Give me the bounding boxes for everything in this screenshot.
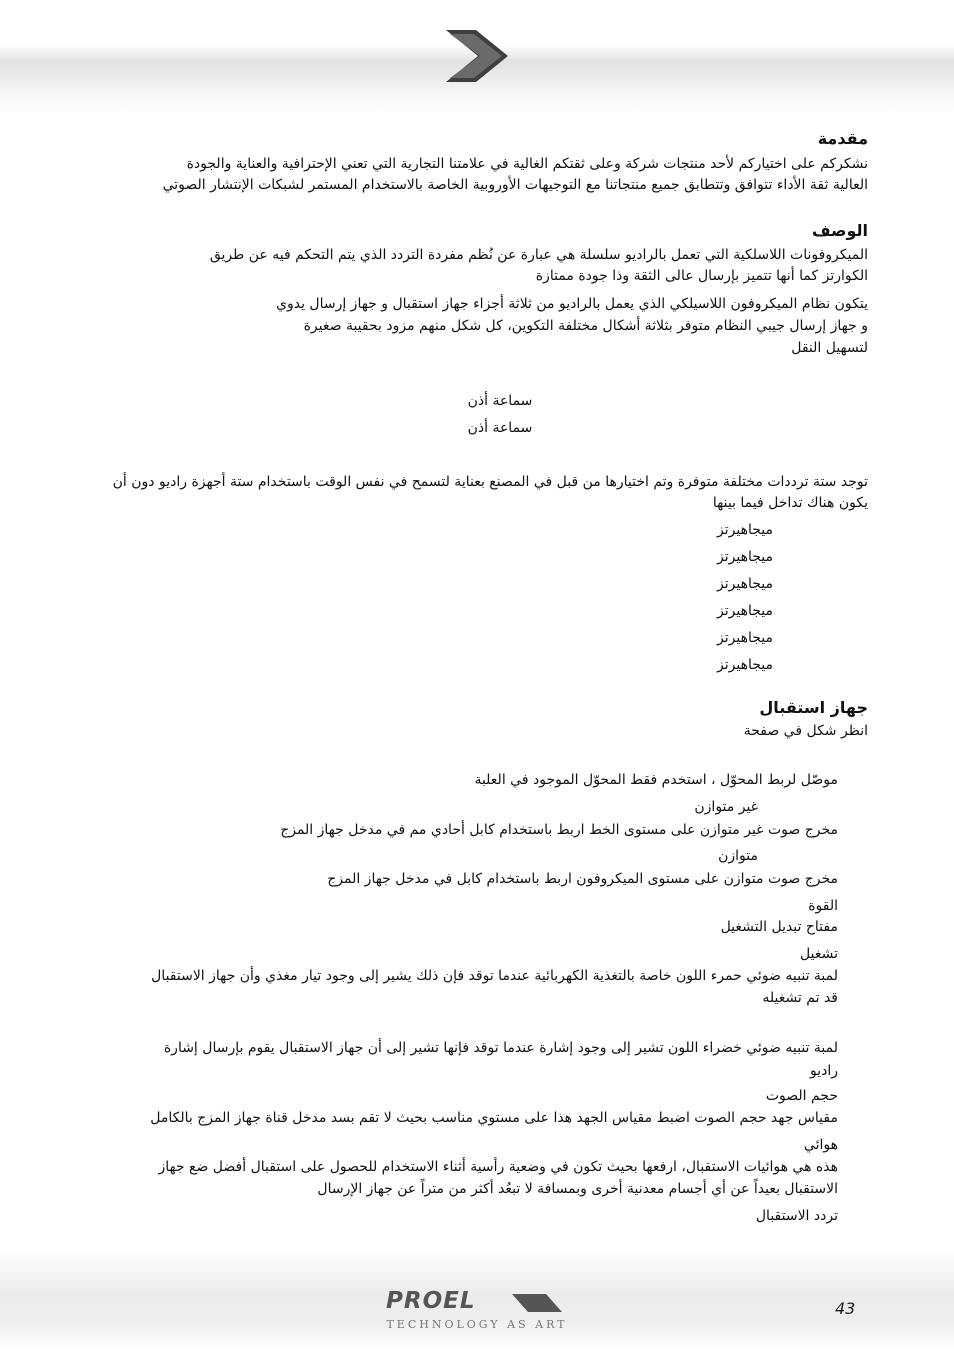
- receiver-signal-text-1: لمبة تنبيه ضوئي خضراء اللون تشير إلى وجود إشارة عندما توقد فإنها تشير إلى أن جهاز الاستقبال يقوم بإرسال إشارة: [163, 1040, 838, 1056]
- receiver-antenna-text-2: الاستقبال بعيداً عن أي أجسام معدنية أخرى وبمسافة لا تبعُد أكثر من متراً عن جهاز الإرسال: [317, 1181, 838, 1197]
- description-p2-line-3: لتسهيل النقل: [791, 340, 868, 356]
- description-p1-line-2: الكوارتز كما أنها تتميز بإرسال عالى الثقة وذا جودة ممتازة: [535, 268, 868, 284]
- intro-line-2: العالية ثقة الأداء تتوافق وتتطابق جميع منتجاتنا مع التوجيهات الأوروبية الخاصة بالاستخدام المستمر لشبكات الإنتشار الصوتي: [162, 177, 868, 193]
- intro-line-1: نشكركم على اختياركم لأحد منتجات شركة وعلى ثقتكم الغالية في علامتنا التجارية التي تعني الإحترافية والعناية والجودة: [186, 156, 868, 172]
- description-p1-line-1: الميكروفونات اللاسلكية التي تعمل بالراديو سلسلة هي عبارة عن نُظم مفردة التردد الذي يتم التحكم فيه عن طريق: [209, 247, 868, 263]
- receiver-frequency-label: تردد الاستقبال: [755, 1208, 838, 1224]
- description-p3-line-2: يكون هناك تداخل فيما بينها: [712, 495, 868, 511]
- logo-tagline: TECHNOLOGY AS ART: [386, 1318, 568, 1331]
- page-number: 43: [835, 1299, 856, 1318]
- receiver-volume-text: مقياس جهد حجم الصوت اضبط مقياس الجهد هذا على مستوي مناسب بحيث لا تقم بسد مدخل قناة جهاز المزج بالكامل: [150, 1110, 838, 1126]
- frequency-item: ميجاهيرتز: [717, 657, 773, 673]
- receiver-antenna-text-1: هذه هي هوائيات الاستقبال، ارفعها بحيث تكون في وضعية رأسية أثناء الاستخدام للحصول على استقبال أفضل ضع جهاز: [158, 1159, 838, 1175]
- description-p2-line-2: و جهاز إرسال جيبي النظام متوفر بثلاثة أشكال مختلفة التكوين، كل شكل منهم مزود بحقيبة صغيرة: [303, 318, 868, 334]
- description-p3-line-1: توجد ستة ترددات مختلفة متوفرة وتم اختيارها من قبل في المصنع بعناية لتسمح في نفس الوقت باستخدام ستة أجهزة راديو دون أن: [112, 474, 868, 490]
- receiver-see-figure: انظر شكل في صفحة: [743, 723, 868, 739]
- receiver-unbalanced-label: غير متوازن: [694, 799, 758, 815]
- receiver-on-text-2: قد تم تشغيله: [762, 990, 838, 1006]
- proel-logo: [384, 1288, 574, 1336]
- receiver-power-text: مفتاح تبديل التشغيل: [720, 919, 838, 935]
- frequency-item: ميجاهيرتز: [717, 576, 773, 592]
- header-chevron-icon: [440, 28, 512, 84]
- receiver-balanced-label: متوازن: [718, 848, 758, 864]
- frequency-item: ميجاهيرتز: [717, 549, 773, 565]
- receiver-connector: موصّل لربط المحوّل ، استخدم فقط المحوّل الموجود في العلبة: [474, 772, 838, 788]
- receiver-power-label: القوة: [808, 898, 838, 914]
- receiver-signal-text-2: راديو: [809, 1063, 838, 1079]
- receiver-volume-label: حجم الصوت: [765, 1088, 838, 1104]
- description-p2-line-1: يتكون نظام الميكروفون اللاسيلكي الذي يعمل بالراديو من ثلاثة أجزاء جهاز استقبال و جهاز إرسال يدوي: [276, 296, 868, 312]
- earphone-label-1: سماعة أذن: [467, 393, 533, 409]
- logo-wordmark: PROEL: [386, 1288, 476, 1314]
- description-heading: الوصف: [811, 221, 868, 240]
- frequency-item: ميجاهيرتز: [717, 522, 773, 538]
- earphone-label-2: سماعة أذن: [467, 420, 533, 436]
- receiver-antenna-label: هوائي: [803, 1137, 838, 1153]
- receiver-balanced-text: مخرج صوت متوازن على مستوى الميكروفون اربط باستخدام كابل في مدخل جهاز المزج: [327, 871, 838, 887]
- logo-arrow-icon: [512, 1292, 564, 1314]
- intro-heading: مقدمة: [817, 129, 868, 148]
- receiver-on-text-1: لمبة تنبيه ضوئي حمرء اللون خاصة بالتغذية الكهربائية عندما توقد فإن ذلك يشير إلى وجود تيار مغذي وأن جهاز الاستقبال: [151, 968, 838, 984]
- receiver-unbalanced-text: مخرج صوت غير متوازن على مستوى الخط اربط باستخدام كابل أحادي مم في مدخل جهاز المزج: [280, 822, 838, 838]
- frequency-item: ميجاهيرتز: [717, 603, 773, 619]
- receiver-on-label: تشغيل: [800, 946, 838, 962]
- receiver-heading: جهاز استقبال: [759, 698, 868, 717]
- frequency-item: ميجاهيرتز: [717, 630, 773, 646]
